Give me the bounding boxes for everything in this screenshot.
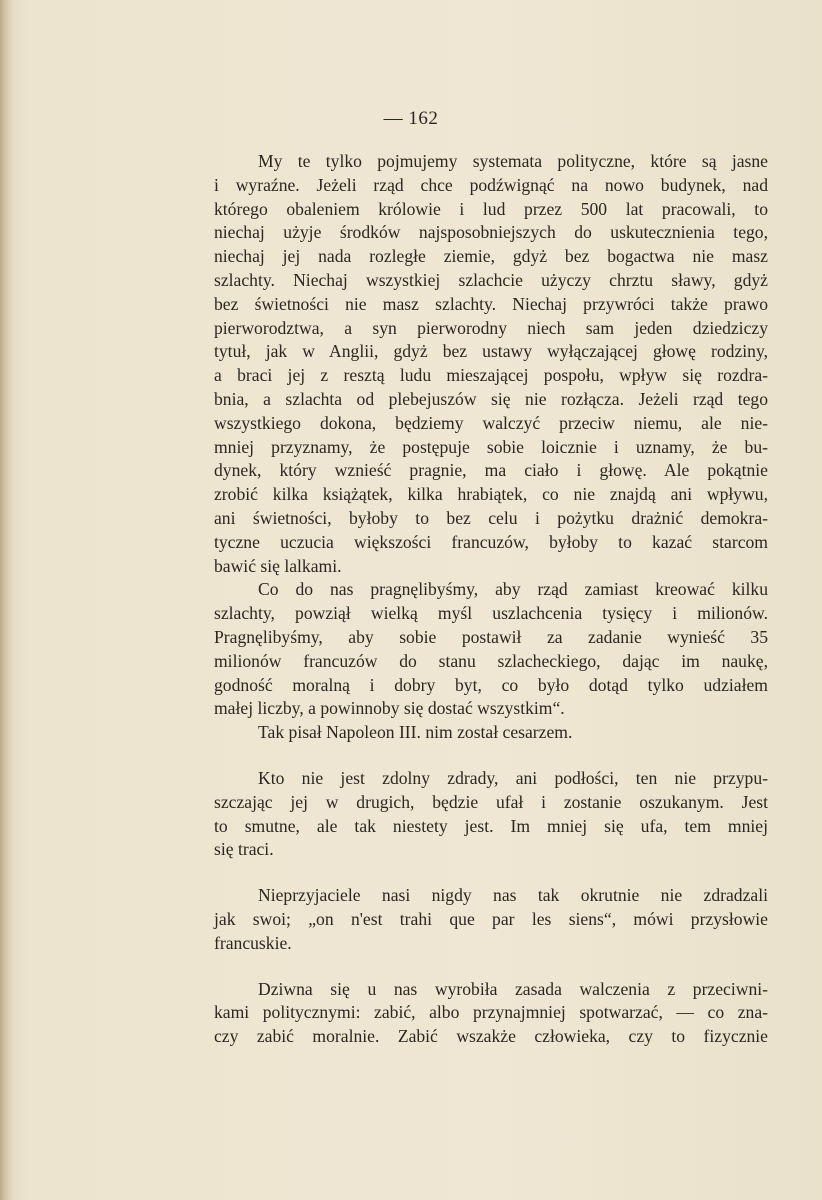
- text-line: czy zabić moralnie. Zabić wszakże człowieka, czy to fizycznie: [214, 1026, 768, 1047]
- text-line: i wyraźne. Jeżeli rząd chce podźwignąć na nowo budynek, nad: [214, 174, 768, 195]
- text-line: Dziwna się u nas wyrobiła zasada walczenia z przeciwni-: [258, 978, 768, 999]
- page-binding-edge: [0, 0, 14, 1200]
- text-line: bnia, a szlachta od plebejuszów się nie rozłącza. Jeżeli rząd tego: [214, 388, 768, 409]
- paragraph-spacer: [258, 862, 768, 884]
- text-line: a braci jej z resztą ludu mieszającej pospołu, wpływ się rozdra-: [214, 365, 768, 386]
- text-line: zrobić kilka książątek, kilka hrabiątek, co nie znajdą ani wpływu,: [214, 484, 768, 505]
- text-line: tyczne uczucia większości francuzów, byłoby to kazać starcom: [214, 531, 768, 552]
- body-text: [214, 150, 768, 1049]
- paragraph-6: [214, 978, 768, 1049]
- paragraph-3: [258, 721, 768, 745]
- paragraph-spacer: [258, 745, 768, 767]
- text-line: Pragnęlibyśmy, aby sobie postawił za zadanie wynieść 35: [214, 626, 768, 647]
- text-line: francuskie.: [214, 932, 292, 953]
- text-line: to smutne, ale tak niestety jest. Im mniej się ufa, tem mniej: [214, 815, 768, 836]
- text-line: Co do nas pragnęlibyśmy, aby rząd zamiast kreować kilku: [258, 579, 768, 600]
- text-line: szlachty, powziął wielką myśl uszlachcenia tysięcy i milionów.: [214, 603, 768, 624]
- paragraph-5: [214, 884, 768, 955]
- text-line: milionów francuzów do stanu szlacheckiego, dając im naukę,: [214, 650, 768, 671]
- text-line: ani świetności, byłoby to bez celu i pożytku drażnić demokra-: [214, 507, 768, 528]
- text-line: niechaj użyje środków najsposobniejszych do uskutecznienia tego,: [214, 222, 768, 243]
- text-line: tytuł, jak w Anglii, gdyż bez ustawy wyłączającej głowę rodziny,: [214, 341, 768, 362]
- text-line: mniej przyznamy, że postępuje sobie loicznie i uznamy, że bu-: [214, 436, 768, 457]
- text-line: pierworodztwa, a syn pierworodny niech sam jeden dziedziczy: [214, 317, 768, 338]
- paragraph-2: [214, 578, 768, 721]
- text-line: kami politycznymi: zabić, albo przynajmniej spotwarzać, — co zna-: [214, 1002, 768, 1023]
- text-line: dynek, który wznieść pragnie, ma ciało i głowę. Ale pokątnie: [214, 460, 768, 481]
- text-line: Tak pisał Napoleon III. nim został cesarzem.: [258, 722, 573, 743]
- page-number: — 162: [383, 108, 439, 129]
- paragraph-4: [214, 767, 768, 862]
- paragraph-spacer: [258, 956, 768, 978]
- text-line: bawić się lalkami.: [214, 555, 342, 576]
- text-line: wszystkiego dokona, będziemy walczyć przeciw niemu, ale nie-: [214, 412, 768, 433]
- paragraph-1: [214, 150, 768, 578]
- text-line: małej liczby, a powinnoby się dostać wszystkim“.: [214, 698, 565, 719]
- text-line: niechaj jej nada rozległe ziemie, gdyż bez bogactwa nie masz: [214, 246, 768, 267]
- text-line: szczając jej w drugich, będzie ufał i zostanie oszukanym. Jest: [214, 791, 768, 812]
- text-line: Kto nie jest zdolny zdrady, ani podłości, ten nie przypu-: [258, 767, 768, 788]
- text-line: którego obaleniem królowie i lud przez 500 lat pracowali, to: [214, 198, 768, 219]
- text-line: My te tylko pojmujemy systemata polityczne, które są jasne: [258, 151, 768, 171]
- text-line: jak swoi; „on n'est trahi que par les siens“, mówi przysłowie: [214, 908, 768, 929]
- text-line: Nieprzyjaciele nasi nigdy nas tak okrutnie nie zdradzali: [258, 885, 768, 906]
- text-line: bez świetności nie masz szlachty. Niechaj przywróci także prawo: [214, 293, 768, 314]
- text-line: szlachty. Niechaj wszystkiej szlachcie użyczy chrztu sławy, gdyż: [214, 269, 768, 290]
- text-line: się traci.: [214, 839, 274, 860]
- text-line: godność moralną i dobry byt, co było dotąd tylko udziałem: [214, 674, 768, 695]
